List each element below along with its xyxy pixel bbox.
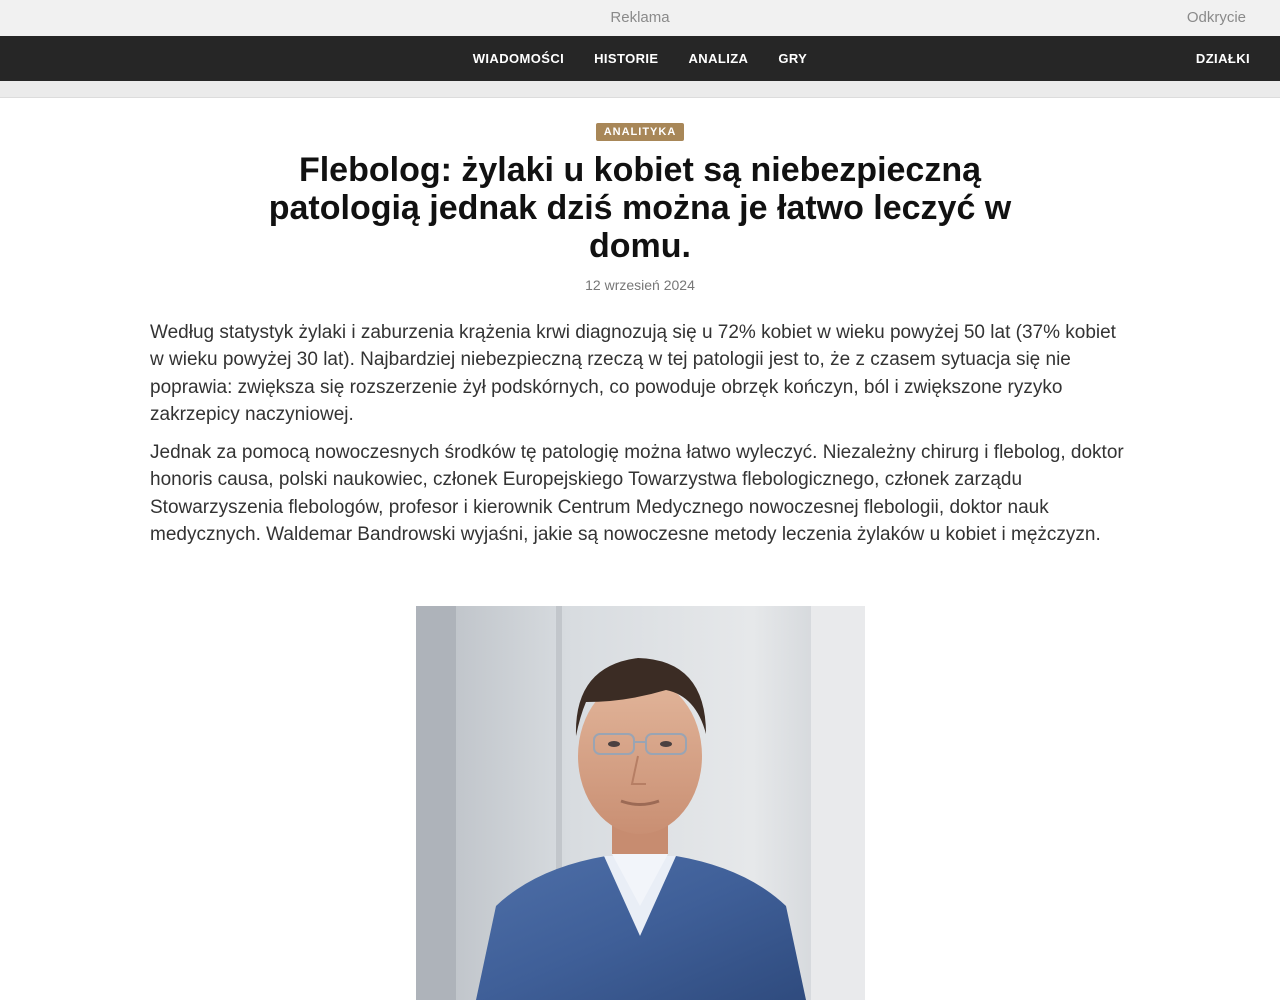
sub-nav-strip [0,81,1280,98]
category-badge-wrap [150,122,1130,141]
article-title: Flebolog: żylaki u kobiet są niebezpieczną patologią jednak dziś można je łatwo leczyć w domu. [268,151,1012,265]
nav-item-stories[interactable]: HISTORIE [594,51,659,66]
article-paragraph: Według statystyk żylaki i zaburzenia krążenia krwi diagnozują się u 72% kobiet w wieku powyżej 50 lat (37% kobiet w wieku powyżej 30 lat). Najbardziej niebezpieczną rzeczą w tej patologii jest to, że z czasem sytuacja się nie poprawia: zwiększa się rozszerzenie żył podskórnych, co powoduje obrzęk kończyn, ból i zwiększone ryzyko zakrzepicy naczyniowej. [150,322,1116,425]
nav-item-news[interactable]: WIADOMOŚCI [472,51,565,66]
nav-item-analysis[interactable]: ANALIZA [688,51,749,66]
doctor-portrait-photo [416,606,865,1000]
article-paragraph: Jednak za pomocą nowoczesnych środków tę patologię można łatwo wyleczyć. Niezależny chirurg i flebolog, doktor honoris causa, polski naukowiec, członek Europejskiego Towarzystwa flebologicznego, członek zarządu Stowarzyszenia flebologów, profesor i kierownik Centrum Medycznego nowoczesnej flebologii, doktor nauk medycznych. Waldemar Bandrowski wyjaśni, jakie są nowoczesne metody leczenia żylaków u kobiet i mężczyzn. [150,442,1124,546]
ad-label: Reklama [610,9,670,26]
discover-link[interactable]: Odkrycie [1186,9,1246,26]
category-badge[interactable]: ANALITYKA [596,123,685,141]
sections-menu-button[interactable]: DZIAŁKI [1195,51,1250,66]
main-navigation [0,36,1280,81]
nav-items [0,36,1280,81]
doctor-portrait-illustration [416,606,865,1000]
article-date: 12 wrzesień 2024 [585,277,695,293]
nav-item-games[interactable]: GRY [778,51,808,66]
article [150,98,1130,548]
top-ad-bar [0,0,1280,36]
